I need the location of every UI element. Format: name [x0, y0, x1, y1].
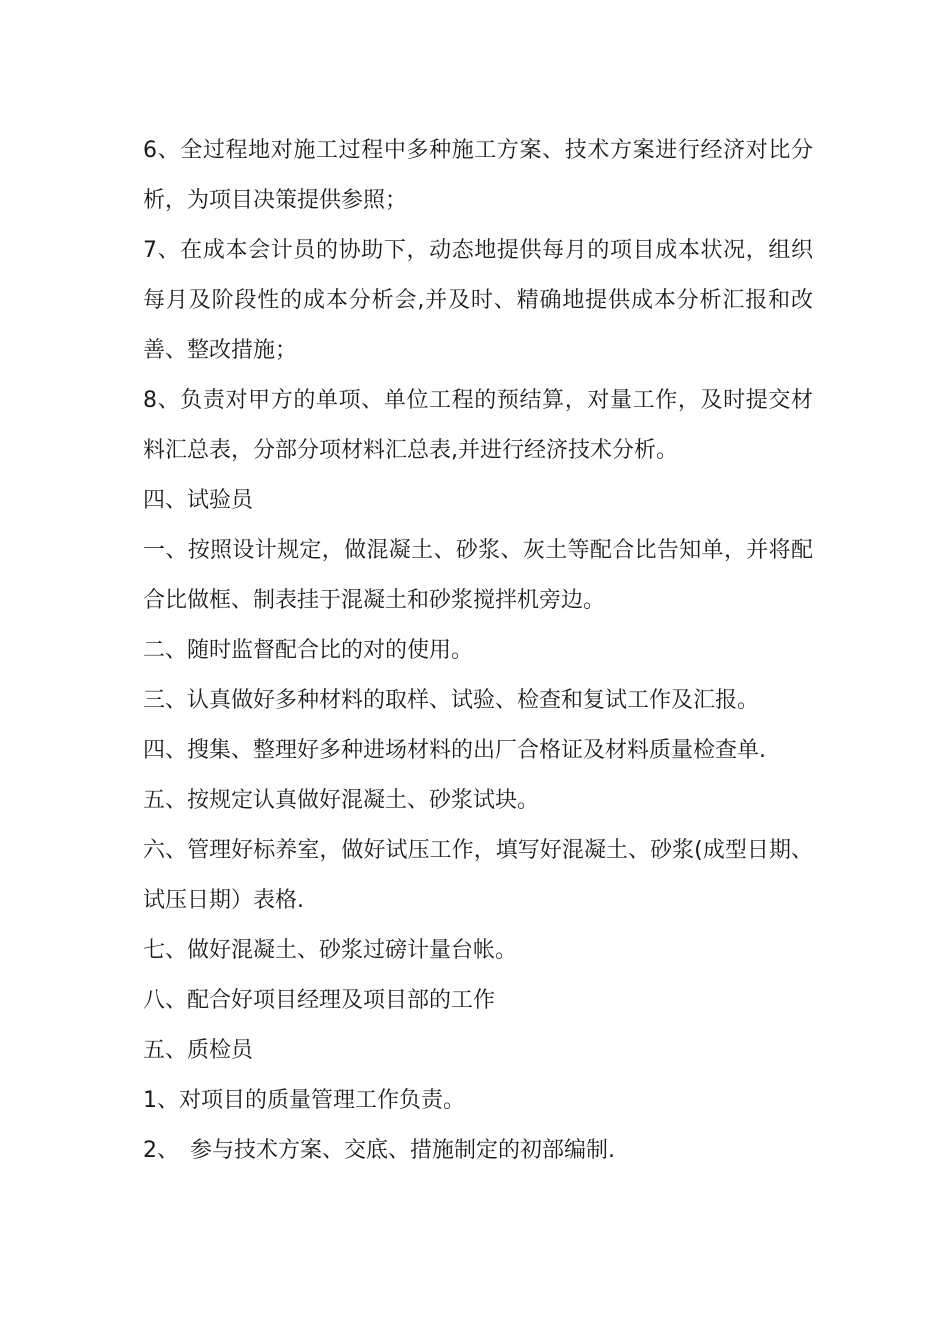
paragraph-tester-4: 四、搜集、整理好多种进场材料的出厂合格证及材料质量检查单.: [143, 738, 766, 763]
paragraph-item-7: 7、在成本会计员的协助下，动态地提供每月的项目成本状况，组织每月及阶段性的成本分析会,并及时、精确地提供成本分析汇报和改善、整改措施；: [143, 238, 813, 363]
section-heading-tester: 四、试验员: [143, 488, 254, 513]
paragraph-tester-1: 一、按照设计规定，做混凝土、砂浆、灰土等配合比告知单，并将配合比做框、制表挂于混凝土和砂浆搅拌机旁边。: [143, 538, 813, 613]
paragraph-tester-6: 六、管理好标养室，做好试压工作，填写好混凝土、砂浆(成型日期、试压日期）表格.: [143, 838, 813, 913]
paragraph-tester-2: 二、随时监督配合比的对的使用。: [143, 638, 474, 663]
paragraph-item-6: 6、全过程地对施工过程中多种施工方案、技术方案进行经济对比分析，为项目决策提供参照；: [143, 138, 813, 213]
paragraph-tester-5: 五、按规定认真做好混凝土、砂浆试块。: [143, 788, 540, 813]
paragraph-inspector-1: 1、对项目的质量管理工作负责。: [143, 1088, 465, 1113]
section-heading-inspector: 五、质检员: [143, 1038, 254, 1063]
paragraph-tester-7: 七、做好混凝土、砂浆过磅计量台帐。: [143, 938, 518, 963]
paragraph-inspector-2: 2、 参与技术方案、交底、措施制定的初部编制.: [143, 1138, 615, 1163]
document-page: [143, 126, 813, 1176]
paragraph-tester-8: 八、配合好项目经理及项目部的工作: [143, 988, 496, 1013]
paragraph-tester-3: 三、认真做好多种材料的取样、试验、检查和复试工作及汇报。: [143, 688, 760, 713]
paragraph-item-8: 8、负责对甲方的单项、单位工程的预结算，对量工作，及时提交材料汇总表，分部分项材料汇总表,并进行经济技术分析。: [143, 388, 813, 463]
